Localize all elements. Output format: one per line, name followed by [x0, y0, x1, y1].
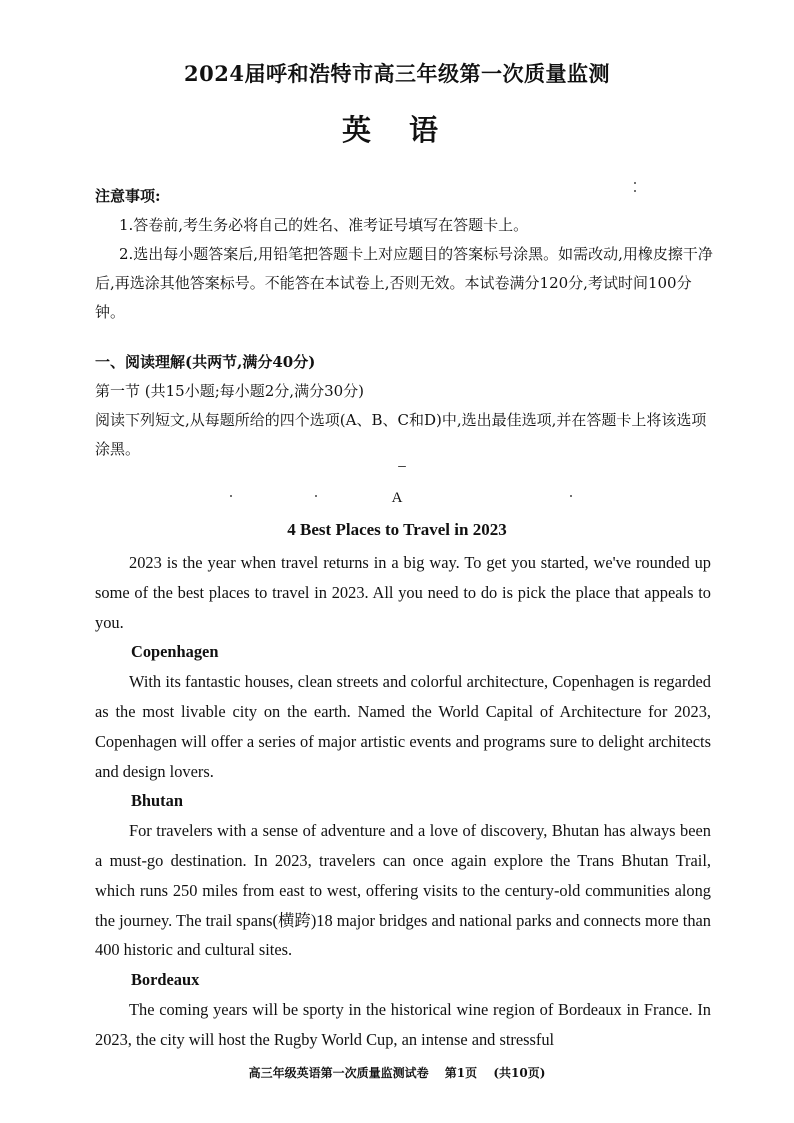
place-heading-copenhagen: Copenhagen — [131, 642, 219, 662]
passage-body — [95, 548, 711, 1055]
footer-total-pages: (共10页) — [493, 1066, 546, 1080]
passage-intro: 2023 is the year when travel returns in a big way. To get you started, we've rounded up some of the best places to travel in 2023. All you need to do is pick the place that appeals to you. — [95, 553, 711, 632]
notice-block — [95, 182, 715, 327]
place-text-copenhagen: With its fantastic houses, clean streets and colorful architecture, Copenhagen is regarded as the most livable city on the earth. Named the World Capital of Architecture for 2023, Copenhagen will offer a series of major artistic events and programs sure to delight architects and design lovers. — [95, 672, 711, 781]
notice-title: 注意事项: — [95, 187, 161, 205]
passage-letter: A — [391, 490, 403, 506]
footer-page-number: 第1页 — [444, 1066, 478, 1080]
footer-exam-name: 高三年级英语第一次质量监测试卷 — [248, 1066, 429, 1080]
notice-item-2: 2.选出每小题答案后,用铅笔把答题卡上对应题目的答案标号涂黑。如需改动,用橡皮擦干净后,再选涂其他答案标号。不能答在本试卷上,否则无效。本试卷满分120分,考试时间100分钟。 — [95, 245, 713, 321]
place-heading-bordeaux: Bordeaux — [131, 970, 200, 990]
exam-title: 2024届呼和浩特市高三年级第一次质量监测 — [184, 61, 610, 86]
notice-item-1: 1.答卷前,考生务必将自己的姓名、准考证号填写在答题卡上。 — [119, 216, 529, 234]
section-block — [95, 348, 715, 464]
section-part: 第一节 (共15小题;每小题2分,满分30分) — [95, 382, 365, 400]
scan-speck — [398, 466, 406, 467]
scan-speck — [230, 495, 232, 497]
scan-speck — [634, 182, 636, 184]
page-footer — [0, 1064, 794, 1081]
section-instruction: 阅读下列短文,从每题所给的四个选项(A、B、C和D)中,选出最佳选项,并在答题卡上将该选项涂黑。 — [95, 411, 707, 458]
place-heading-bhutan: Bhutan — [131, 791, 183, 811]
scan-speck — [315, 495, 317, 497]
scan-speck — [570, 495, 572, 497]
place-text-bhutan: For travelers with a sense of adventure and a love of discovery, Bhutan has always been a must-go destination. In 2023, travelers can once again explore the Trans Bhutan Trail, which runs 250 miles from east to west, offering visits to the century-old communities along the journey. The trail spans(横跨)18 major bridges and national parks and connects more than 400 historic and cultural sites. — [95, 821, 711, 960]
place-text-bordeaux: The coming years will be sporty in the historical wine region of Bordeaux in France. In 2023, the city will host the Rugby World Cup, an intense and stressful — [95, 999, 711, 1049]
scan-speck — [634, 190, 636, 192]
section-heading: 一、阅读理解(共两节,满分40分) — [95, 353, 316, 371]
passage-title: 4 Best Places to Travel in 2023 — [287, 520, 507, 539]
subject-title: 英 语 — [341, 113, 453, 147]
